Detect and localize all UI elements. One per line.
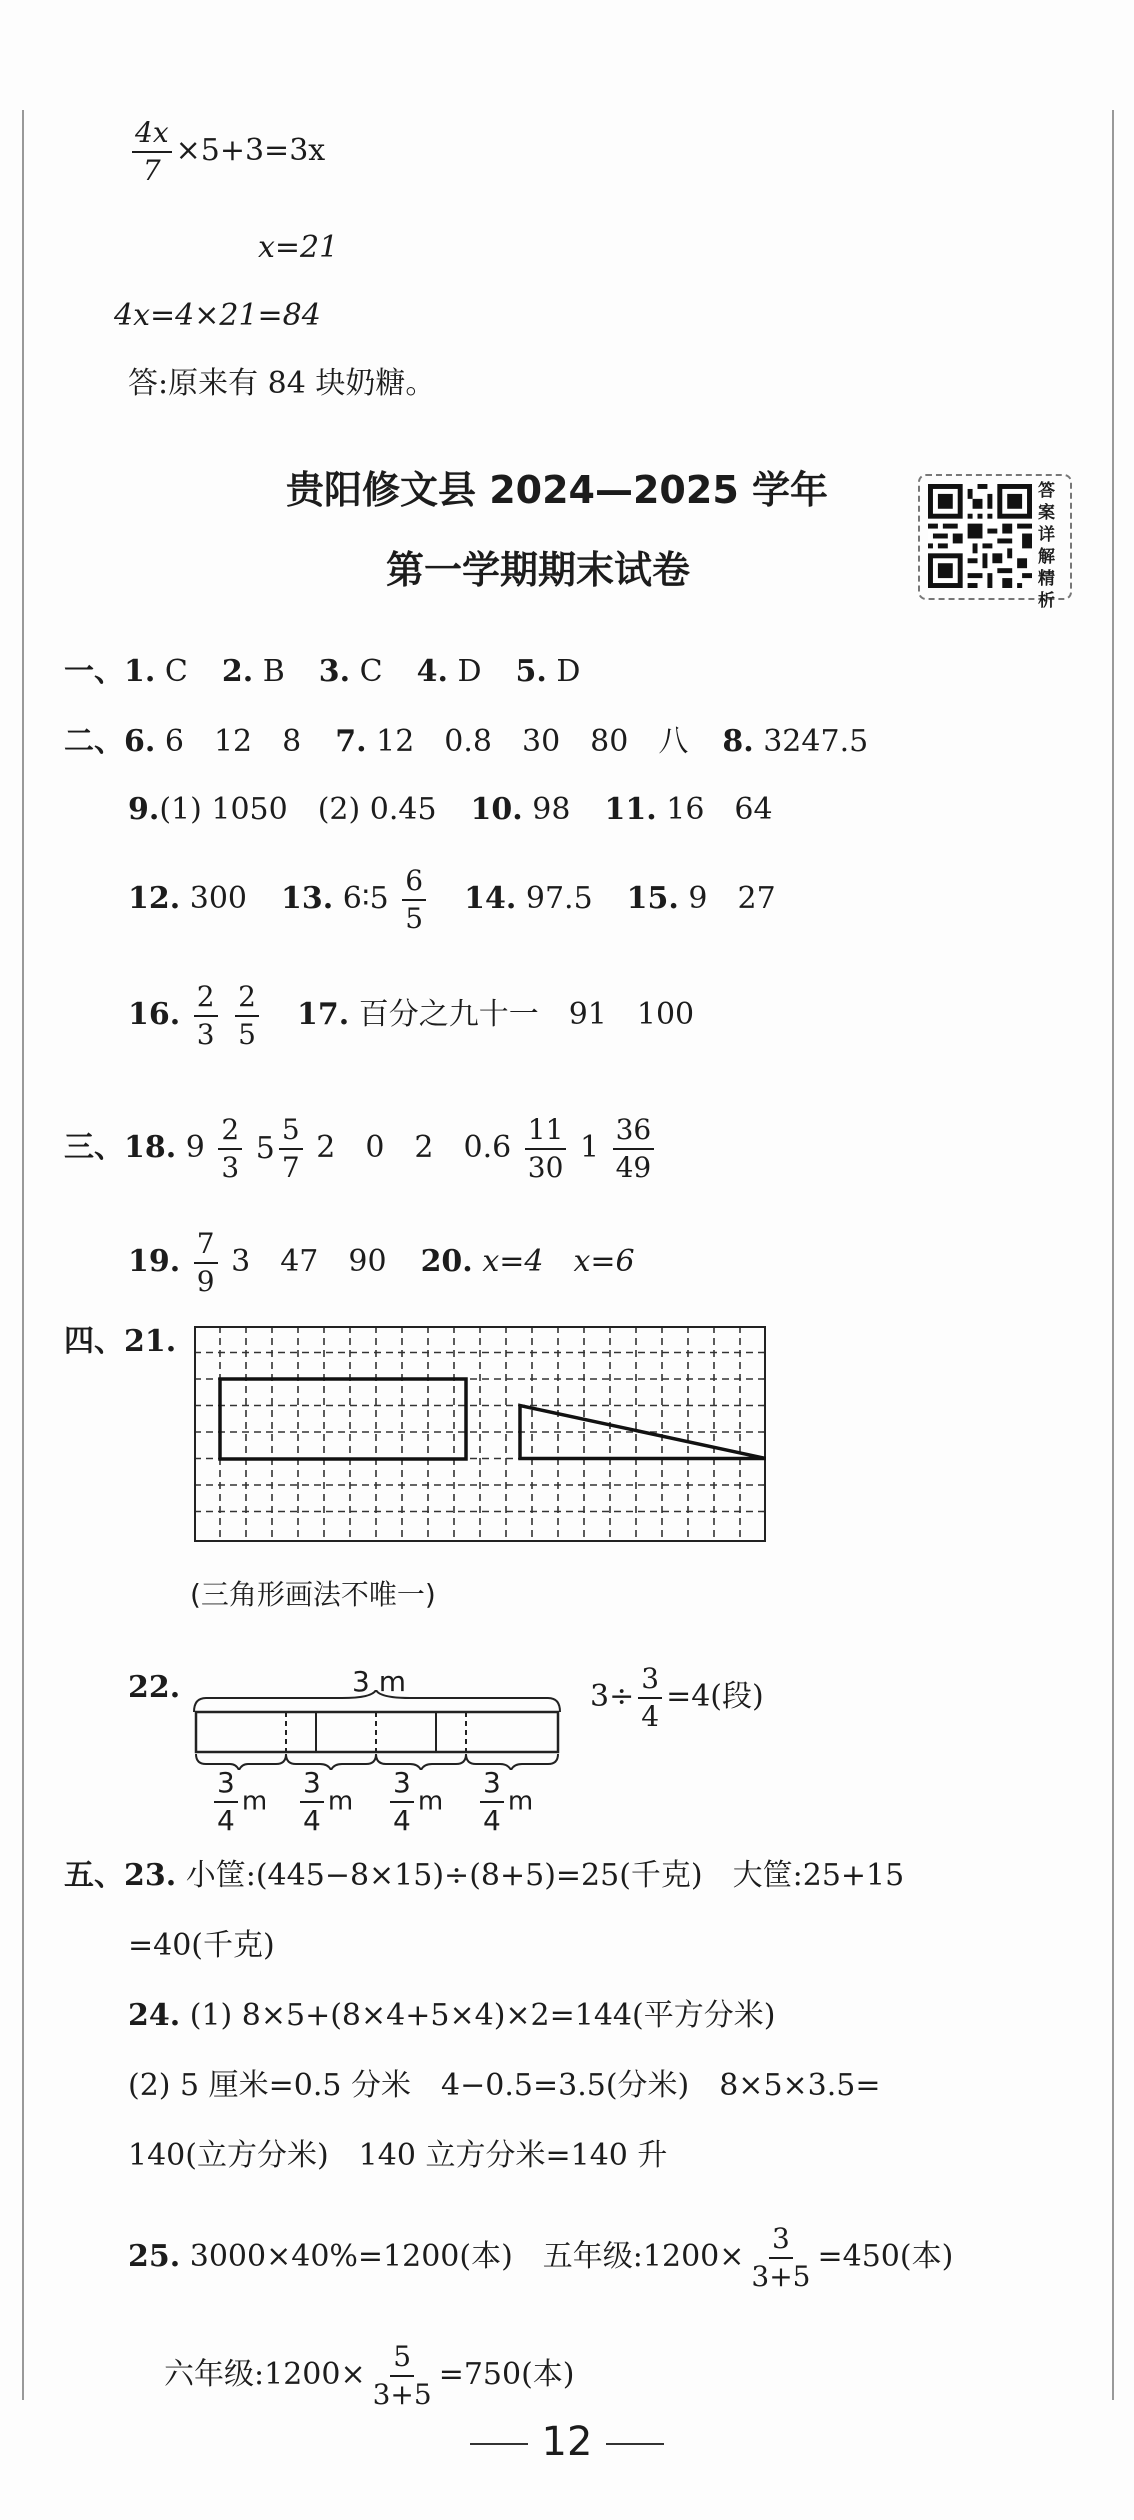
- qr-caption: 答案详解精析: [1038, 481, 1055, 611]
- q22-label: 22.: [128, 1670, 181, 1705]
- left-margin-line: [22, 110, 24, 2400]
- page-number: 12: [0, 2418, 1134, 2466]
- section-2-line-1: 二、6. 6 12 8 7. 12 0.8 30 80 八 8. 3247.5: [64, 724, 869, 759]
- q24-line-1: 24. (1) 8×5+(8×4+5×4)×2=144(平方分米): [128, 1998, 776, 2033]
- exam-title-line1: 贵阳修文县 2024—2025 学年: [286, 468, 828, 512]
- exam-title-line2: 第一学期期末试卷: [386, 548, 691, 592]
- segment-label-2: $\frac{3}{4}$ m: [296, 1768, 353, 1836]
- equation-1: $\frac{4x}{7}$ ×5+3=3x: [128, 118, 325, 186]
- segment-label-4: $\frac{3}{4}$ m: [476, 1768, 533, 1836]
- q25-line-1: 25. 3000×40%=1200(本) 五年级:1200× $\frac{3}{3+5}$ =450(本): [128, 2222, 954, 2293]
- equation-2: x=21: [258, 230, 339, 265]
- section-4-label: 四、21.: [64, 1324, 177, 1359]
- grid-drawing: [194, 1326, 766, 1542]
- triangle-note: (三角形画法不唯一): [190, 1578, 436, 1611]
- q22-equation: 3÷ $\frac{3}{4}$ =4(段): [590, 1662, 764, 1733]
- answer-line: 答:原来有 84 块奶糖。: [128, 366, 436, 401]
- q24-line-3: 140(立方分米) 140 立方分米=140 升: [128, 2138, 668, 2173]
- q23-line-1: 五、23. 小筐:(445−8×15)÷(8+5)=25(千克) 大筐:25+15: [64, 1858, 905, 1893]
- section-3-line-2: 19. $\frac{7}{9}$ 3 47 90 20. x=4 x=6: [128, 1227, 635, 1298]
- segment-diagram: [192, 1690, 562, 1770]
- q25-line-2: 六年级:1200× $\frac{5}{3+5}$ =750(本): [164, 2340, 575, 2411]
- section-2-line-4: 16. $\frac{2}{3}$ $\frac{2}{5}$ 17. 百分之九十一 91 100: [128, 980, 695, 1051]
- section-3-line-1: 三、18. 9 $\frac{2}{3}$ 5 $\frac{5}{7}$ 2 0 2 0.6 $\frac{11}{30}$ 1 $\frac{36}{49}$: [64, 1115, 658, 1183]
- segment-label-3: $\frac{3}{4}$ m: [386, 1768, 443, 1836]
- drawn-rectangle: [220, 1379, 466, 1459]
- qr-code-box[interactable]: [918, 474, 1072, 611]
- total-length-label: 3 m: [352, 1665, 406, 1698]
- right-margin-line: [1112, 110, 1114, 2400]
- qr-code-icon: [928, 484, 1032, 588]
- section-1-answers: 一、1. C 2. B 3. C 4. D 5. D: [64, 654, 581, 689]
- section-2-line-3: 12. 300 13. 6∶5 $\frac{6}{5}$ 14. 97.5 15. 9 27: [128, 864, 776, 935]
- page-number-dash-left: [470, 2443, 528, 2445]
- q23-line-2: =40(千克): [128, 1928, 275, 1963]
- q24-line-2: (2) 5 厘米=0.5 分米 4−0.5=3.5(分米) 8×5×3.5=: [128, 2068, 881, 2103]
- equation-3: 4x=4×21=84: [114, 298, 321, 333]
- section-2-line-2: 9.(1) 1050 (2) 0.45 10. 98 11. 16 64: [128, 792, 773, 827]
- segment-label-1: $\frac{3}{4}$ m: [210, 1768, 267, 1836]
- page-number-dash-right: [606, 2443, 664, 2445]
